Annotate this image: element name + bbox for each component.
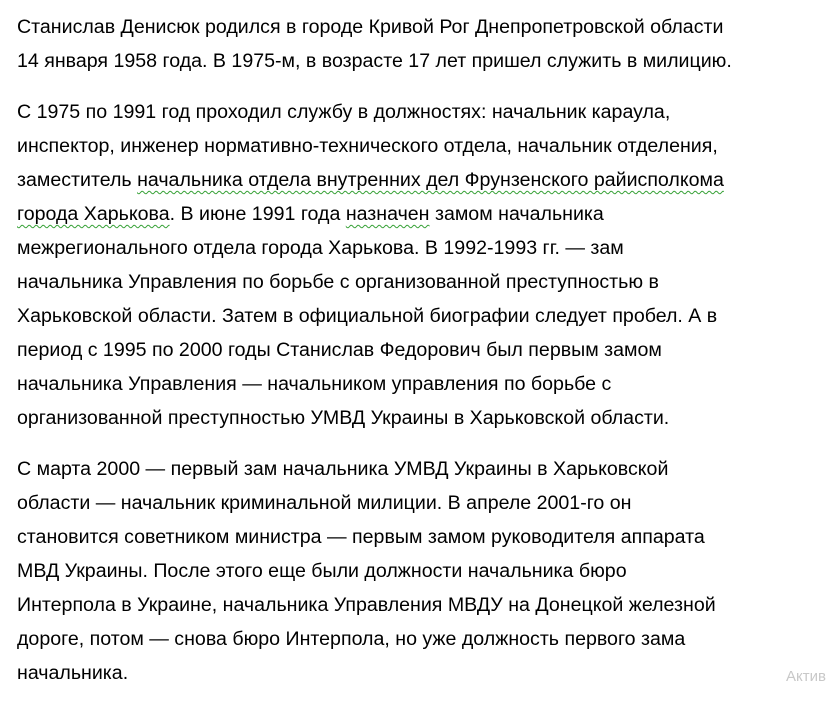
text-run: становится советником министра — первым замом руководителя аппарата xyxy=(17,526,705,548)
text-run: организованной преступностью УМВД Украины в Харьковской области. xyxy=(17,407,670,429)
document-body xyxy=(17,10,828,707)
text-run: С марта 2000 — первый зам начальника УМВД Украины в Харьковской xyxy=(17,458,669,480)
grammar-flagged-text: города Харькова xyxy=(17,203,170,225)
text-run: Интерпола в Украине, начальника Управления МВДУ на Донецкой железной xyxy=(17,594,716,616)
text-run: замом начальника xyxy=(429,203,604,225)
text-line xyxy=(17,656,828,690)
text-line xyxy=(17,265,828,299)
text-line xyxy=(17,622,828,656)
text-run: межрегионального отдела города Харькова. В 1992-1993 гг. — зам xyxy=(17,237,624,259)
text-line xyxy=(17,486,828,520)
text-run: начальника Управления по борьбе с организованной преступностью в xyxy=(17,271,659,293)
text-line xyxy=(17,554,828,588)
text-line xyxy=(17,163,828,197)
text-run: . В июне 1991 года xyxy=(169,203,346,225)
paragraph-career-1975-2000 xyxy=(17,95,828,435)
grammar-flagged-text: назначен xyxy=(345,203,430,225)
text-line xyxy=(17,367,828,401)
text-line xyxy=(17,588,828,622)
text-line xyxy=(17,231,828,265)
grammar-flagged-text: начальника отдела внутренних дел Фрунзенского райисполкома xyxy=(137,169,724,191)
paragraph-birth xyxy=(17,10,828,78)
text-line xyxy=(17,44,828,78)
text-run: С 1975 по 1991 год проходил службу в должностях: начальник караула, xyxy=(17,101,671,123)
text-run: области — начальник криминальной милиции. В апреле 2001-го он xyxy=(17,492,632,514)
text-line xyxy=(17,129,828,163)
text-run: заместитель xyxy=(17,169,138,191)
text-run: начальника Управления — начальником управления по борьбе с xyxy=(17,373,612,395)
text-line xyxy=(17,10,828,44)
text-run: инспектор, инженер нормативно-технического отдела, начальник отделения, xyxy=(17,135,718,157)
text-run: Станислав Денисюк родился в городе Кривой Рог Днепропетровской области xyxy=(17,16,724,38)
text-line xyxy=(17,452,828,486)
paragraph-career-2000-onward xyxy=(17,452,828,690)
activation-watermark: Актив xyxy=(786,668,826,685)
text-line xyxy=(17,299,828,333)
text-run: МВД Украины. После этого еще были должности начальника бюро xyxy=(17,560,627,582)
text-run: начальника. xyxy=(17,662,129,684)
text-line xyxy=(17,333,828,367)
text-line xyxy=(17,95,828,129)
text-line xyxy=(17,520,828,554)
text-run: период с 1995 по 2000 годы Станислав Федорович был первым замом xyxy=(17,339,662,361)
text-line xyxy=(17,401,828,435)
text-run: Харьковской области. Затем в официальной биографии следует пробел. А в xyxy=(17,305,718,327)
text-line xyxy=(17,197,828,231)
text-run: дороге, потом — снова бюро Интерпола, но уже должность первого зама xyxy=(17,628,686,650)
text-run: 14 января 1958 года. В 1975-м, в возрасте 17 лет пришел служить в милицию. xyxy=(17,50,732,72)
